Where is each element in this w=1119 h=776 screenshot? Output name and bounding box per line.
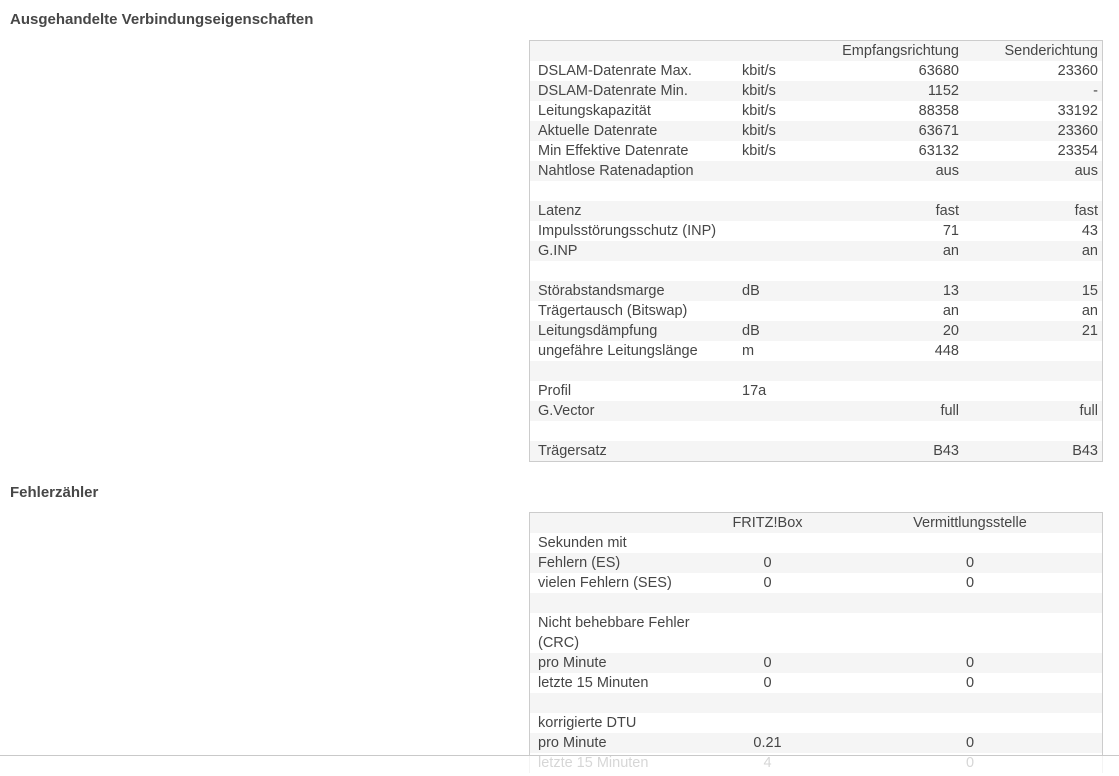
table-cell: 0 bbox=[965, 555, 975, 571]
table-cell bbox=[963, 361, 1102, 381]
table-cell: Nahtlose Ratenadaption bbox=[538, 163, 694, 179]
table-cell bbox=[697, 693, 838, 713]
table-row bbox=[530, 341, 1102, 361]
table-row bbox=[530, 553, 1102, 573]
table-cell bbox=[838, 713, 1102, 733]
table-cell: kbit/s bbox=[742, 63, 776, 79]
table-row bbox=[530, 733, 1102, 753]
table-cell: 23360 bbox=[1057, 123, 1098, 139]
table-cell: G.Vector bbox=[538, 403, 595, 419]
table-cell: B43 bbox=[1072, 443, 1098, 459]
table-cell bbox=[742, 401, 833, 421]
table-header-cell: FRITZ!Box bbox=[732, 515, 803, 531]
table-cell: 43 bbox=[1081, 223, 1098, 239]
table-cell: 448 bbox=[934, 343, 959, 359]
table-cell bbox=[742, 181, 833, 201]
table-cell: aus bbox=[1074, 163, 1098, 179]
table-row bbox=[530, 81, 1102, 101]
table-row bbox=[530, 121, 1102, 141]
table-cell bbox=[530, 693, 697, 713]
table-cell: pro Minute bbox=[538, 735, 607, 751]
table-cell: 0.21 bbox=[753, 735, 782, 751]
table-cell: B43 bbox=[933, 443, 959, 459]
table-row bbox=[530, 533, 1102, 553]
table-cell bbox=[742, 241, 833, 261]
table-cell: 33192 bbox=[1057, 103, 1098, 119]
table-row bbox=[530, 261, 1102, 281]
table-row bbox=[530, 321, 1102, 341]
table-cell: Latenz bbox=[538, 203, 582, 219]
table-cell bbox=[742, 201, 833, 221]
table-cell: DSLAM-Datenrate Min. bbox=[538, 83, 688, 99]
connection-properties-table bbox=[529, 40, 1103, 462]
table-cell bbox=[833, 381, 963, 401]
table-cell: full bbox=[1079, 403, 1098, 419]
table-cell: 17a bbox=[742, 383, 767, 399]
table-cell: G.INP bbox=[538, 243, 578, 259]
table-row bbox=[530, 281, 1102, 301]
table-cell: Fehlern (ES) bbox=[538, 555, 621, 571]
table-cell: 20 bbox=[942, 323, 959, 339]
table-cell: 63671 bbox=[918, 123, 959, 139]
table-row bbox=[530, 161, 1102, 181]
table-cell bbox=[530, 181, 742, 201]
table-row bbox=[530, 381, 1102, 401]
section-title-verbindungseigenschaften: Ausgehandelte Verbindungseigenschaften bbox=[10, 11, 314, 28]
table-cell: an bbox=[1081, 243, 1098, 259]
table-cell: fast bbox=[935, 203, 959, 219]
table-cell: Aktuelle Datenrate bbox=[538, 123, 658, 139]
table-cell bbox=[963, 341, 1102, 361]
footer-overlay bbox=[0, 755, 1119, 776]
table-cell: 63680 bbox=[918, 63, 959, 79]
table-cell: Impulsstörungsschutz (INP) bbox=[538, 223, 717, 239]
table-cell: aus bbox=[935, 163, 959, 179]
table-row bbox=[530, 241, 1102, 261]
table-cell: pro Minute bbox=[538, 655, 607, 671]
table-cell: 63132 bbox=[918, 143, 959, 159]
table-cell: Nicht behebbare Fehler (CRC) bbox=[538, 615, 690, 651]
table-row bbox=[530, 141, 1102, 161]
table-header-cell: Vermittlungsstelle bbox=[913, 515, 1027, 531]
table-cell: Leitungsdämpfung bbox=[538, 323, 658, 339]
table-cell: 0 bbox=[965, 675, 975, 691]
table-cell: an bbox=[942, 243, 959, 259]
table-row bbox=[530, 301, 1102, 321]
table-row bbox=[530, 653, 1102, 673]
table-cell bbox=[742, 221, 833, 241]
table-cell bbox=[963, 381, 1102, 401]
table-cell: 23354 bbox=[1057, 143, 1098, 159]
table-cell bbox=[838, 533, 1102, 553]
table-cell: 13 bbox=[942, 283, 959, 299]
table-cell: 15 bbox=[1081, 283, 1098, 299]
table-row bbox=[530, 613, 1102, 653]
table-cell bbox=[963, 261, 1102, 281]
table-row bbox=[530, 181, 1102, 201]
table-cell: 88358 bbox=[918, 103, 959, 119]
table-row bbox=[530, 573, 1102, 593]
table-row bbox=[530, 361, 1102, 381]
table-row bbox=[530, 673, 1102, 693]
table-cell bbox=[742, 441, 833, 461]
table-cell: 71 bbox=[942, 223, 959, 239]
table-cell bbox=[833, 421, 963, 441]
table-cell: m bbox=[742, 343, 755, 359]
table-row bbox=[530, 693, 1102, 713]
table-cell: kbit/s bbox=[742, 103, 776, 119]
table-cell bbox=[530, 421, 742, 441]
table-cell: Leitungskapazität bbox=[538, 103, 651, 119]
table-header-cell: Senderichtung bbox=[1004, 43, 1098, 59]
table-cell: DSLAM-Datenrate Max. bbox=[538, 63, 692, 79]
table-header-cell bbox=[742, 41, 833, 61]
table-row bbox=[530, 713, 1102, 733]
table-cell bbox=[742, 261, 833, 281]
table-cell: 0 bbox=[763, 655, 772, 671]
table-row bbox=[530, 201, 1102, 221]
table-cell: fast bbox=[1074, 203, 1098, 219]
table-header-row bbox=[530, 513, 1102, 533]
table-cell bbox=[697, 593, 838, 613]
table-cell: Min Effektive Datenrate bbox=[538, 143, 689, 159]
table-cell bbox=[530, 593, 697, 613]
table-header-cell bbox=[530, 41, 742, 61]
table-cell bbox=[697, 533, 838, 553]
table-cell: Profil bbox=[538, 383, 572, 399]
table-cell: korrigierte DTU bbox=[538, 715, 637, 731]
table-cell: 0 bbox=[763, 575, 772, 591]
table-cell bbox=[742, 301, 833, 321]
table-cell: 23360 bbox=[1057, 63, 1098, 79]
table-cell: Trägertausch (Bitswap) bbox=[538, 303, 688, 319]
table-cell: 0 bbox=[965, 575, 975, 591]
table-cell: dB bbox=[742, 283, 760, 299]
table-cell: Sekunden mit bbox=[538, 535, 627, 551]
section-title-fehlerzaehler: Fehlerzähler bbox=[10, 484, 99, 501]
table-cell: dB bbox=[742, 323, 760, 339]
table-row bbox=[530, 101, 1102, 121]
table-row bbox=[530, 61, 1102, 81]
table-cell: kbit/s bbox=[742, 123, 776, 139]
table-row bbox=[530, 401, 1102, 421]
table-cell: full bbox=[940, 403, 959, 419]
table-cell: 0 bbox=[763, 555, 772, 571]
table-row bbox=[530, 221, 1102, 241]
table-cell: - bbox=[1093, 83, 1098, 99]
table-cell: 21 bbox=[1081, 323, 1098, 339]
table-row bbox=[530, 441, 1102, 461]
table-cell bbox=[838, 693, 1102, 713]
table-cell bbox=[838, 613, 1102, 653]
table-cell: an bbox=[942, 303, 959, 319]
table-cell: ungefähre Leitungslänge bbox=[538, 343, 698, 359]
table-cell bbox=[742, 361, 833, 381]
table-cell bbox=[697, 613, 838, 653]
table-cell: kbit/s bbox=[742, 83, 776, 99]
table-header-cell bbox=[530, 513, 697, 533]
table-cell bbox=[742, 161, 833, 181]
table-cell bbox=[833, 361, 963, 381]
table-cell bbox=[697, 713, 838, 733]
table-cell: 1152 bbox=[927, 83, 959, 99]
table-row bbox=[530, 593, 1102, 613]
table-cell: 0 bbox=[965, 655, 975, 671]
table-cell bbox=[838, 593, 1102, 613]
table-header-row bbox=[530, 41, 1102, 61]
table-cell: letzte 15 Minuten bbox=[538, 675, 649, 691]
table-cell: 0 bbox=[763, 675, 772, 691]
table-cell bbox=[833, 181, 963, 201]
table-header-cell: Empfangsrichtung bbox=[842, 43, 959, 59]
table-cell bbox=[530, 361, 742, 381]
table-cell: kbit/s bbox=[742, 143, 776, 159]
table-row bbox=[530, 421, 1102, 441]
table-cell bbox=[963, 181, 1102, 201]
table-cell: Trägersatz bbox=[538, 443, 607, 459]
error-counters-table bbox=[529, 512, 1103, 773]
table-cell: Störabstandsmarge bbox=[538, 283, 665, 299]
table-cell bbox=[963, 421, 1102, 441]
table-cell bbox=[833, 261, 963, 281]
table-cell: an bbox=[1081, 303, 1098, 319]
table-cell: vielen Fehlern (SES) bbox=[538, 575, 672, 591]
table-cell: 0 bbox=[965, 735, 975, 751]
table-cell bbox=[530, 261, 742, 281]
table-cell bbox=[742, 421, 833, 441]
